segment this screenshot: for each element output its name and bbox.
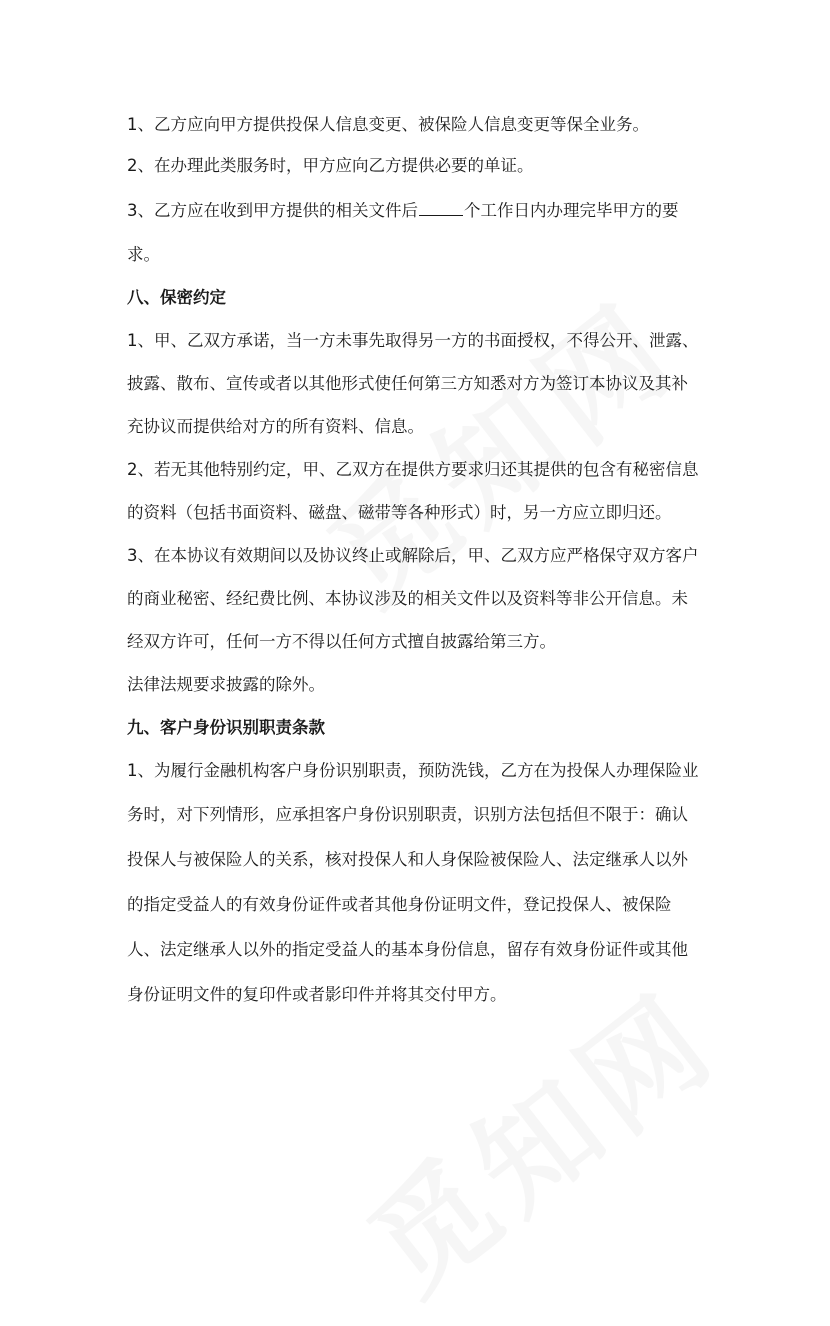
paragraph-line: 人、法定继承人以外的指定受益人的基本身份信息，留存有效身份证件或其他 [127, 940, 688, 959]
paragraph-line: 法律法规要求披露的除外。 [127, 675, 325, 694]
paragraph-line: 3、在本协议有效期间以及协议终止或解除后，甲、乙双方应严格保守双方客户 [127, 546, 699, 565]
section-heading: 八、保密约定 [127, 288, 226, 307]
paragraph-line: 的指定受益人的有效身份证件或者其他身份证明文件，登记投保人、被保险 [127, 895, 672, 914]
paragraph-line: 经双方许可，任何一方不得以任何方式擅自披露给第三方。 [127, 632, 556, 651]
paragraph-line: 身份证明文件的复印件或者影印件并将其交付甲方。 [127, 985, 507, 1004]
paragraph-line: 1、甲、乙双方承诺，当一方未事先取得另一方的书面授权，不得公开、泄露、 [127, 331, 699, 350]
paragraph-line: 务时，对下列情形，应承担客户身份识别职责，识别方法包括但不限于：确认 [127, 805, 688, 824]
paragraph-line: 2、若无其他特别约定，甲、乙双方在提供方要求归还其提供的包含有秘密信息 [127, 460, 699, 479]
fill-in-blank [419, 201, 463, 216]
paragraph-line [127, 200, 679, 222]
paragraph-line: 1、为履行金融机构客户身份识别职责，预防洗钱，乙方在为投保人办理保险业 [127, 761, 699, 780]
paragraph-text: 个工作日内办理完毕甲方的要 [464, 201, 679, 220]
paragraph-text: 3、乙方应在收到甲方提供的相关文件后 [127, 201, 418, 220]
paragraph-line: 披露、散布、宣传或者以其他形式使任何第三方知悉对方为签订本协议及其补 [127, 374, 688, 393]
paragraph-line: 2、在办理此类服务时，甲方应向乙方提供必要的单证。 [127, 156, 534, 175]
paragraph-line: 充协议而提供给对方的所有资料、信息。 [127, 417, 424, 436]
watermark [289, 256, 707, 635]
section-heading: 九、客户身份识别职责条款 [127, 718, 325, 737]
paragraph-line: 1、乙方应向甲方提供投保人信息变更、被保险人信息变更等保全业务。 [127, 115, 649, 134]
paragraph-line: 求。 [127, 245, 160, 264]
paragraph-line: 的商业秘密、经纪费比例、本协议涉及的相关文件以及资料等非公开信息。未 [127, 589, 688, 608]
paragraph-line: 的资料（包括书面资料、磁盘、磁带等各种形式）时，另一方应立即归还。 [127, 503, 672, 522]
paragraph-line: 投保人与被保险人的关系，核对投保人和人身保险被保险人、法定继承人以外 [127, 850, 688, 869]
